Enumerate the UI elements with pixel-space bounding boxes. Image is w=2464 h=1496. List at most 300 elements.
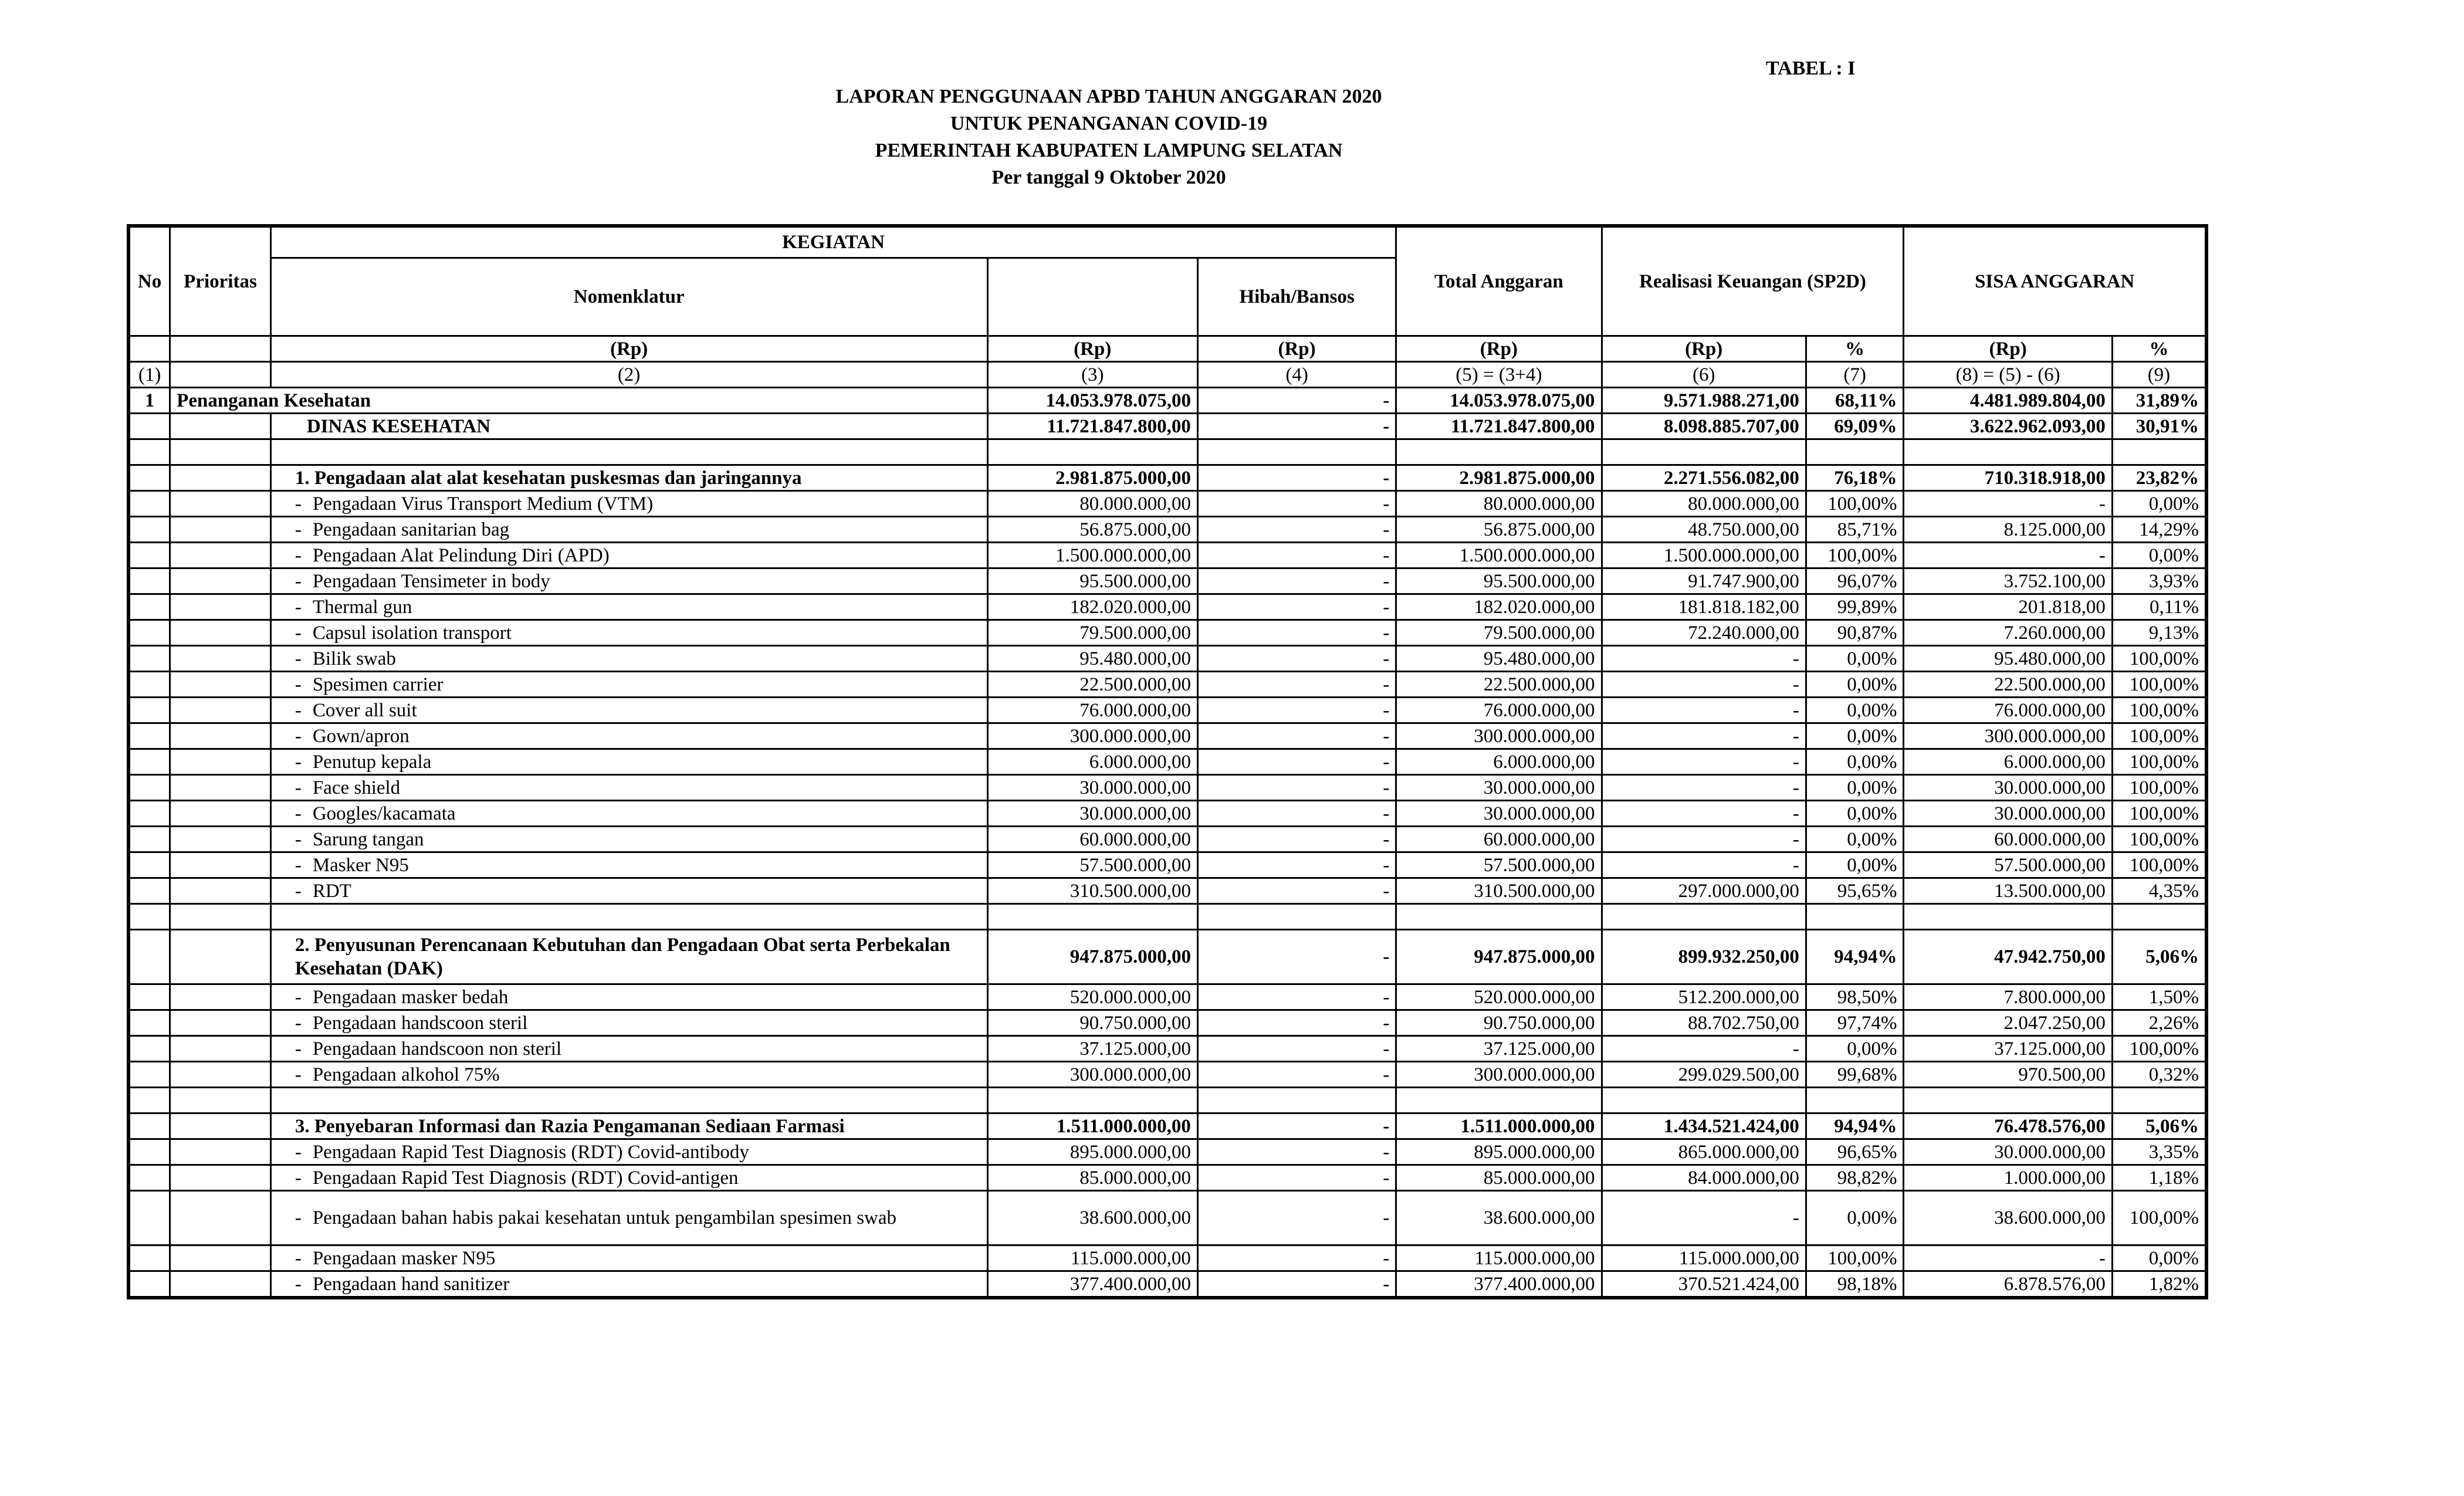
realisasi-value: - <box>1602 698 1806 723</box>
realisasi-percent: 0,00% <box>1806 723 1904 749</box>
blank-cell <box>170 1088 271 1113</box>
row-number <box>128 491 170 517</box>
report-date: Per tanggal 9 Oktober 2020 <box>991 167 1226 188</box>
table-row <box>128 1191 2206 1245</box>
item-label: Bilik swab <box>312 648 396 669</box>
col-number: (4) <box>1197 362 1396 388</box>
row-number <box>128 749 170 775</box>
item-label: Face shield <box>312 777 401 798</box>
realisasi-percent: 0,00% <box>1806 698 1904 723</box>
anggaran-value: 38.600.000,00 <box>987 1191 1197 1245</box>
total-anggaran-value: 95.480.000,00 <box>1396 646 1602 672</box>
realisasi-percent: 100,00% <box>1806 543 1904 568</box>
realisasi-percent: 0,00% <box>1806 775 1904 801</box>
sisa-value: - <box>1904 491 2112 517</box>
realisasi-percent: 97,74% <box>1806 1010 1904 1036</box>
table-row <box>128 749 2206 775</box>
sisa-percent: 31,89% <box>2112 388 2206 414</box>
total-anggaran-value: 377.400.000,00 <box>1396 1271 1602 1298</box>
anggaran-value: 80.000.000,00 <box>987 491 1197 517</box>
blank-cell <box>2112 1088 2206 1113</box>
row-number <box>128 775 170 801</box>
item-name <box>270 1036 987 1062</box>
realisasi-percent: 90,87% <box>1806 620 1904 646</box>
realisasi-percent: 99,68% <box>1806 1062 1904 1088</box>
kegiatan-name: 1. Pengadaan alat alat kesehatan puskesmas dan jaringannya <box>270 465 987 491</box>
total-anggaran-value: 38.600.000,00 <box>1396 1191 1602 1245</box>
item-label: Gown/apron <box>312 725 409 747</box>
bullet-dash-icon: - <box>295 493 302 515</box>
bullet-dash-icon: - <box>295 1247 302 1269</box>
blank-cell <box>987 904 1197 930</box>
blank-cell <box>128 1088 170 1113</box>
blank-cell <box>1396 1088 1602 1113</box>
table-row <box>128 1088 2206 1113</box>
realisasi-percent: 94,94% <box>1806 1113 1904 1139</box>
unit-rp: (Rp) <box>1904 336 2112 362</box>
prioritas-cell <box>170 878 271 904</box>
anggaran-value: 377.400.000,00 <box>987 1271 1197 1298</box>
bullet-dash-icon: - <box>295 1273 302 1295</box>
row-number <box>128 852 170 878</box>
sisa-value: 30.000.000,00 <box>1904 1139 2112 1165</box>
row-number <box>128 1010 170 1036</box>
table-row <box>128 852 2206 878</box>
realisasi-percent: 0,00% <box>1806 672 1904 698</box>
dinas-name: DINAS KESEHATAN <box>270 414 987 439</box>
total-anggaran-value: 300.000.000,00 <box>1396 1062 1602 1088</box>
realisasi-value: 299.029.500,00 <box>1602 1062 1806 1088</box>
realisasi-value: - <box>1602 827 1806 852</box>
anggaran-value: 30.000.000,00 <box>987 775 1197 801</box>
hibah-value: - <box>1197 801 1396 827</box>
prioritas-cell <box>170 930 271 984</box>
table-row <box>128 930 2206 984</box>
sisa-percent: 100,00% <box>2112 827 2206 852</box>
anggaran-value: 310.500.000,00 <box>987 878 1197 904</box>
sisa-value: 76.000.000,00 <box>1904 698 2112 723</box>
prioritas-cell <box>170 646 271 672</box>
item-name <box>270 491 987 517</box>
realisasi-percent: 100,00% <box>1806 1245 1904 1271</box>
hibah-value: - <box>1197 878 1396 904</box>
prioritas-cell <box>170 1245 271 1271</box>
bullet-dash-icon: - <box>295 803 302 824</box>
hibah-value: - <box>1197 1245 1396 1271</box>
hibah-value: - <box>1197 749 1396 775</box>
unit-rp: (Rp) <box>270 336 987 362</box>
anggaran-value: 14.053.978.075,00 <box>987 388 1197 414</box>
realisasi-value: - <box>1602 646 1806 672</box>
blank-cell <box>1904 1088 2112 1113</box>
sisa-percent: 5,06% <box>2112 1113 2206 1139</box>
hibah-value: - <box>1197 414 1396 439</box>
blank-cell <box>2112 439 2206 465</box>
hibah-value: - <box>1197 698 1396 723</box>
total-anggaran-value: 2.981.875.000,00 <box>1396 465 1602 491</box>
blank-cell <box>170 904 271 930</box>
realisasi-value: - <box>1602 723 1806 749</box>
row-number <box>128 517 170 543</box>
table-row <box>128 594 2206 620</box>
item-name <box>270 1139 987 1165</box>
total-anggaran-value: 79.500.000,00 <box>1396 620 1602 646</box>
prioritas-cell <box>170 723 271 749</box>
total-anggaran-value: 14.053.978.075,00 <box>1396 388 1602 414</box>
prioritas-cell <box>170 1165 271 1191</box>
hibah-value: - <box>1197 594 1396 620</box>
item-name <box>270 543 987 568</box>
blank-cell <box>170 439 271 465</box>
hibah-value: - <box>1197 1191 1396 1245</box>
sisa-percent: 1,18% <box>2112 1165 2206 1191</box>
sisa-value: 3.622.962.093,00 <box>1904 414 2112 439</box>
bullet-dash-icon: - <box>295 1012 302 1034</box>
realisasi-percent: 94,94% <box>1806 930 1904 984</box>
sisa-percent: 100,00% <box>2112 1036 2206 1062</box>
sisa-percent: 100,00% <box>2112 672 2206 698</box>
prioritas-cell <box>170 620 271 646</box>
anggaran-value: 115.000.000,00 <box>987 1245 1197 1271</box>
anggaran-value: 22.500.000,00 <box>987 672 1197 698</box>
unit-rp: (Rp) <box>1602 336 1806 362</box>
row-number <box>128 1036 170 1062</box>
hibah-value: - <box>1197 672 1396 698</box>
blank-cell <box>1904 439 2112 465</box>
bullet-dash-icon: - <box>295 828 302 850</box>
anggaran-value: 6.000.000,00 <box>987 749 1197 775</box>
item-label: Sarung tangan <box>312 828 424 850</box>
prioritas-cell <box>170 594 271 620</box>
bullet-dash-icon: - <box>295 751 302 773</box>
realisasi-value: 9.571.988.271,00 <box>1602 388 1806 414</box>
item-label: Pengadaan alkohol 75% <box>312 1064 500 1085</box>
prioritas-cell <box>170 465 271 491</box>
realisasi-percent: 85,71% <box>1806 517 1904 543</box>
item-label: Pengadaan Rapid Test Diagnosis (RDT) Covid-antigen <box>312 1167 739 1189</box>
prioritas-cell <box>170 1139 271 1165</box>
anggaran-value: 76.000.000,00 <box>987 698 1197 723</box>
realisasi-percent: 0,00% <box>1806 852 1904 878</box>
report-government: PEMERINTAH KABUPATEN LAMPUNG SELATAN <box>875 140 1343 161</box>
prioritas-cell <box>170 698 271 723</box>
sisa-value: 8.125.000,00 <box>1904 517 2112 543</box>
table-row <box>128 388 2206 414</box>
sisa-value: 201.818,00 <box>1904 594 2112 620</box>
sisa-value: 6.878.576,00 <box>1904 1271 2112 1298</box>
total-anggaran-value: 1.511.000.000,00 <box>1396 1113 1602 1139</box>
item-name <box>270 1271 987 1298</box>
realisasi-value: - <box>1602 672 1806 698</box>
bullet-dash-icon: - <box>295 986 302 1008</box>
anggaran-value: 79.500.000,00 <box>987 620 1197 646</box>
prioritas-cell <box>170 984 271 1010</box>
item-label: Pengadaan masker bedah <box>312 986 509 1008</box>
sisa-percent: 0,11% <box>2112 594 2206 620</box>
anggaran-value: 947.875.000,00 <box>987 930 1197 984</box>
col-header-hibah: Hibah/Bansos <box>1197 258 1396 336</box>
bullet-dash-icon: - <box>295 699 302 721</box>
row-number <box>128 827 170 852</box>
bullet-dash-icon: - <box>295 1167 302 1189</box>
item-name <box>270 672 987 698</box>
item-label: Pengadaan Tensimeter in body <box>312 570 550 592</box>
col-header-total-anggaran: Total Anggaran <box>1396 226 1602 336</box>
realisasi-value: 370.521.424,00 <box>1602 1271 1806 1298</box>
blank-cell <box>128 904 170 930</box>
sisa-value: 4.481.989.804,00 <box>1904 388 2112 414</box>
table-row <box>128 672 2206 698</box>
hibah-value: - <box>1197 646 1396 672</box>
bullet-dash-icon: - <box>295 1064 302 1085</box>
hibah-value: - <box>1197 1165 1396 1191</box>
col-number: (1) <box>128 362 170 388</box>
hibah-value: - <box>1197 1139 1396 1165</box>
bullet-dash-icon: - <box>295 570 302 592</box>
blank-cell <box>1396 439 1602 465</box>
anggaran-value: 90.750.000,00 <box>987 1010 1197 1036</box>
sisa-value: 60.000.000,00 <box>1904 827 2112 852</box>
item-name <box>270 517 987 543</box>
hibah-value: - <box>1197 491 1396 517</box>
anggaran-value: 1.511.000.000,00 <box>987 1113 1197 1139</box>
bullet-dash-icon: - <box>295 1038 302 1060</box>
hibah-value: - <box>1197 568 1396 594</box>
sisa-percent: 4,35% <box>2112 878 2206 904</box>
hibah-value: - <box>1197 465 1396 491</box>
row-number <box>128 723 170 749</box>
anggaran-value: 56.875.000,00 <box>987 517 1197 543</box>
prioritas-cell <box>170 414 271 439</box>
sisa-value: 970.500,00 <box>1904 1062 2112 1088</box>
realisasi-value: - <box>1602 775 1806 801</box>
sisa-percent: 100,00% <box>2112 801 2206 827</box>
prioritas-cell <box>170 543 271 568</box>
total-anggaran-value: 520.000.000,00 <box>1396 984 1602 1010</box>
blank-cell <box>128 439 170 465</box>
sisa-percent: 0,32% <box>2112 1062 2206 1088</box>
bullet-dash-icon: - <box>295 1207 302 1228</box>
item-name <box>270 827 987 852</box>
realisasi-value: 2.271.556.082,00 <box>1602 465 1806 491</box>
prioritas-cell <box>170 775 271 801</box>
row-number <box>128 930 170 984</box>
realisasi-value: 91.747.900,00 <box>1602 568 1806 594</box>
blank-cell <box>1806 439 1904 465</box>
realisasi-value: 115.000.000,00 <box>1602 1245 1806 1271</box>
item-label: Pengadaan sanitarian bag <box>312 519 510 540</box>
blank-cell <box>1602 1088 1806 1113</box>
realisasi-percent: 76,18% <box>1806 465 1904 491</box>
row-number <box>128 646 170 672</box>
total-anggaran-value: 57.500.000,00 <box>1396 852 1602 878</box>
row-number <box>128 1113 170 1139</box>
bullet-dash-icon: - <box>295 1141 302 1163</box>
total-anggaran-value: 56.875.000,00 <box>1396 517 1602 543</box>
sisa-percent: 0,00% <box>2112 1245 2206 1271</box>
realisasi-percent: 98,82% <box>1806 1165 1904 1191</box>
prioritas-cell <box>170 827 271 852</box>
blank-cell <box>1197 1088 1396 1113</box>
row-number <box>128 1245 170 1271</box>
prioritas-cell <box>170 852 271 878</box>
row-number <box>128 984 170 1010</box>
realisasi-value: - <box>1602 852 1806 878</box>
prioritas-cell <box>170 801 271 827</box>
realisasi-percent: 68,11% <box>1806 388 1904 414</box>
total-anggaran-value: 90.750.000,00 <box>1396 1010 1602 1036</box>
realisasi-percent: 0,00% <box>1806 646 1904 672</box>
anggaran-value: 30.000.000,00 <box>987 801 1197 827</box>
sisa-percent: 1,50% <box>2112 984 2206 1010</box>
item-label: Cover all suit <box>312 699 417 721</box>
item-label: Pengadaan hand sanitizer <box>312 1273 510 1295</box>
realisasi-percent: 0,00% <box>1806 801 1904 827</box>
blank-cell <box>987 439 1197 465</box>
anggaran-value: 57.500.000,00 <box>987 852 1197 878</box>
row-number <box>128 594 170 620</box>
total-anggaran-value: 310.500.000,00 <box>1396 878 1602 904</box>
blank-cell <box>1197 904 1396 930</box>
item-name <box>270 723 987 749</box>
col-header-realisasi: Realisasi Keuangan (SP2D) <box>1602 226 1904 336</box>
sisa-value: 6.000.000,00 <box>1904 749 2112 775</box>
realisasi-value: 512.200.000,00 <box>1602 984 1806 1010</box>
sisa-value: 30.000.000,00 <box>1904 801 2112 827</box>
unit-cell-blank <box>170 336 271 362</box>
table-row <box>128 465 2206 491</box>
sisa-percent: 100,00% <box>2112 852 2206 878</box>
total-anggaran-value: 80.000.000,00 <box>1396 491 1602 517</box>
col-header-nomenklatur: Nomenklatur <box>270 258 987 336</box>
item-name <box>270 1191 987 1245</box>
sisa-percent: 3,93% <box>2112 568 2206 594</box>
table-row <box>128 827 2206 852</box>
realisasi-value: 1.500.000.000,00 <box>1602 543 1806 568</box>
item-name <box>270 568 987 594</box>
sisa-value: - <box>1904 1245 2112 1271</box>
report-subtitle: UNTUK PENANGANAN COVID-19 <box>950 113 1268 134</box>
total-anggaran-value: 182.020.000,00 <box>1396 594 1602 620</box>
item-name <box>270 1062 987 1088</box>
table-row <box>128 904 2206 930</box>
table-row <box>128 1113 2206 1139</box>
item-label: Pengadaan Virus Transport Medium (VTM) <box>312 493 654 515</box>
anggaran-value: 520.000.000,00 <box>987 984 1197 1010</box>
blank-cell <box>1806 904 1904 930</box>
anggaran-value: 895.000.000,00 <box>987 1139 1197 1165</box>
unit-pct: % <box>1806 336 1904 362</box>
sisa-percent: 100,00% <box>2112 1191 2206 1245</box>
item-name <box>270 646 987 672</box>
realisasi-percent: 96,65% <box>1806 1139 1904 1165</box>
total-anggaran-value: 895.000.000,00 <box>1396 1139 1602 1165</box>
realisasi-value: - <box>1602 801 1806 827</box>
total-anggaran-value: 60.000.000,00 <box>1396 827 1602 852</box>
realisasi-percent: 100,00% <box>1806 491 1904 517</box>
item-label: Pengadaan handscoon steril <box>312 1012 528 1034</box>
sisa-percent: 30,91% <box>2112 414 2206 439</box>
prioritas-cell <box>170 1010 271 1036</box>
hibah-value: - <box>1197 1271 1396 1298</box>
item-label: Pengadaan masker N95 <box>312 1247 496 1269</box>
sisa-percent: 23,82% <box>2112 465 2206 491</box>
hibah-value: - <box>1197 723 1396 749</box>
item-name <box>270 620 987 646</box>
table-row <box>128 543 2206 568</box>
anggaran-value: 60.000.000,00 <box>987 827 1197 852</box>
item-label: Capsul isolation transport <box>312 622 512 644</box>
hibah-value: - <box>1197 984 1396 1010</box>
item-name <box>270 749 987 775</box>
realisasi-value: 72.240.000,00 <box>1602 620 1806 646</box>
realisasi-value: - <box>1602 749 1806 775</box>
item-name <box>270 852 987 878</box>
budget-report-table <box>127 224 2208 1299</box>
total-anggaran-value: 300.000.000,00 <box>1396 723 1602 749</box>
hibah-value: - <box>1197 543 1396 568</box>
item-name <box>270 594 987 620</box>
realisasi-percent: 0,00% <box>1806 827 1904 852</box>
total-anggaran-value: 947.875.000,00 <box>1396 930 1602 984</box>
col-number: (6) <box>1602 362 1806 388</box>
total-anggaran-value: 37.125.000,00 <box>1396 1036 1602 1062</box>
realisasi-value: 865.000.000,00 <box>1602 1139 1806 1165</box>
row-number <box>128 1062 170 1088</box>
realisasi-percent: 99,89% <box>1806 594 1904 620</box>
hibah-value: - <box>1197 517 1396 543</box>
anggaran-value: 300.000.000,00 <box>987 723 1197 749</box>
sisa-value: 37.125.000,00 <box>1904 1036 2112 1062</box>
prioritas-cell <box>170 672 271 698</box>
realisasi-value: 181.818.182,00 <box>1602 594 1806 620</box>
prioritas-cell <box>170 568 271 594</box>
item-name <box>270 878 987 904</box>
total-anggaran-value: 1.500.000.000,00 <box>1396 543 1602 568</box>
realisasi-value: - <box>1602 1191 1806 1245</box>
realisasi-percent: 96,07% <box>1806 568 1904 594</box>
total-anggaran-value: 95.500.000,00 <box>1396 568 1602 594</box>
table-row <box>128 414 2206 439</box>
hibah-value: - <box>1197 1113 1396 1139</box>
row-number <box>128 543 170 568</box>
sisa-percent: 14,29% <box>2112 517 2206 543</box>
realisasi-value: 80.000.000,00 <box>1602 491 1806 517</box>
sisa-percent: 100,00% <box>2112 698 2206 723</box>
item-name <box>270 1010 987 1036</box>
blank-cell <box>1602 439 1806 465</box>
sisa-value: 30.000.000,00 <box>1904 775 2112 801</box>
hibah-value: - <box>1197 827 1396 852</box>
prioritas-cell <box>170 749 271 775</box>
anggaran-value: 1.500.000.000,00 <box>987 543 1197 568</box>
col-header-anggaran-blank <box>987 258 1197 336</box>
anggaran-value: 182.020.000,00 <box>987 594 1197 620</box>
row-number <box>128 878 170 904</box>
row-number <box>128 672 170 698</box>
realisasi-value: 1.434.521.424,00 <box>1602 1113 1806 1139</box>
table-row <box>128 775 2206 801</box>
bullet-dash-icon: - <box>295 622 302 644</box>
row-number <box>128 414 170 439</box>
item-label: Googles/kacamata <box>312 803 456 824</box>
row-number <box>128 568 170 594</box>
unit-rp: (Rp) <box>1396 336 1602 362</box>
sisa-value: 22.500.000,00 <box>1904 672 2112 698</box>
prioritas-cell <box>170 1113 271 1139</box>
sisa-percent: 0,00% <box>2112 491 2206 517</box>
total-anggaran-value: 22.500.000,00 <box>1396 672 1602 698</box>
